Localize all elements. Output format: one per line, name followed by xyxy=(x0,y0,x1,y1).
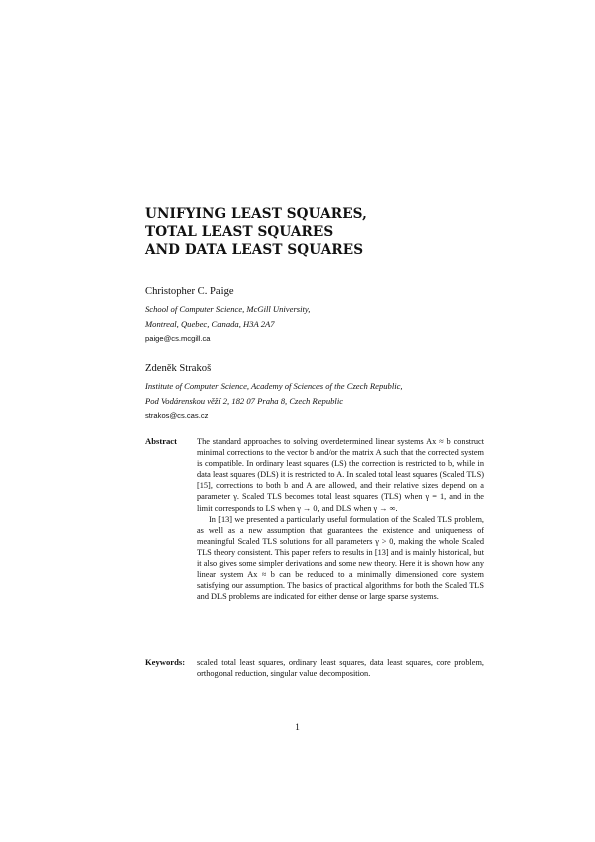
author-name: Zdeněk Strakoš xyxy=(145,363,212,374)
title-line-3: AND DATA LEAST SQUARES xyxy=(145,242,364,258)
author-affiliation-line: School of Computer Science, McGill University, xyxy=(145,304,311,314)
title-line-2: TOTAL LEAST SQUARES xyxy=(145,224,334,240)
author-email: paige@cs.mcgill.ca xyxy=(145,334,211,343)
author-affiliation-line: Institute of Computer Science, Academy of Sciences of the Czech Republic, xyxy=(145,381,403,391)
author-affiliation-line: Pod Vodárenskou věží 2, 182 07 Praha 8, Czech Republic xyxy=(145,396,344,406)
author-affiliation-line: Montreal, Quebec, Canada, H3A 2A7 xyxy=(145,319,275,329)
title-line-1: UNIFYING LEAST SQUARES, xyxy=(145,206,367,222)
abstract-label: Abstract xyxy=(145,436,177,446)
abstract-body xyxy=(197,436,484,602)
keywords-text: scaled total least squares, ordinary least squares, data least squares, core problem, orthogonal reduction, singular value decomposition. xyxy=(197,658,484,679)
author-block-1 xyxy=(145,285,505,346)
author-email: strakos@cs.cas.cz xyxy=(145,411,209,420)
author-block-2 xyxy=(145,362,505,423)
abstract-paragraph: In [13] we presented a particularly useful formulation of the Scaled TLS problem, as well as a new assumption that guarantees the existence and uniqueness of meaningful Scaled TLS solutions for all parameters γ > 0, making the whole Scaled TLS theory consistent. This paper refers to results in [13] and is mainly historical, but it also gives some simpler derivations and some new theory. Here it is shown how any linear system Ax ≈ b can be reduced to a minimally dimensioned core system satisfying our assumption. The basics of practical algorithms for both the Scaled TLS and DLS problems are indicated for either dense or large sparse systems. xyxy=(197,514,484,602)
paper-title xyxy=(145,205,465,259)
page-number: 1 xyxy=(295,723,300,733)
abstract-paragraph: The standard approaches to solving overdetermined linear systems Ax ≈ b construct minimal corrections to the vector b and/or the matrix A such that the corrected system is compatible. In ordinary least squares (LS) the correction is restricted to b, while in data least squares (DLS) it is restricted to A. In scaled total least squares (Scaled TLS) [15], corrections to both b and A are allowed, and their relative sizes depend on a parameter γ. Scaled TLS becomes total least squares (TLS) when γ = 1, and in the limit corresponds to LS when γ → 0, and DLS when γ → ∞. xyxy=(197,437,484,513)
author-name: Christopher C. Paige xyxy=(145,286,234,297)
keywords-label: Keywords: xyxy=(145,657,186,667)
